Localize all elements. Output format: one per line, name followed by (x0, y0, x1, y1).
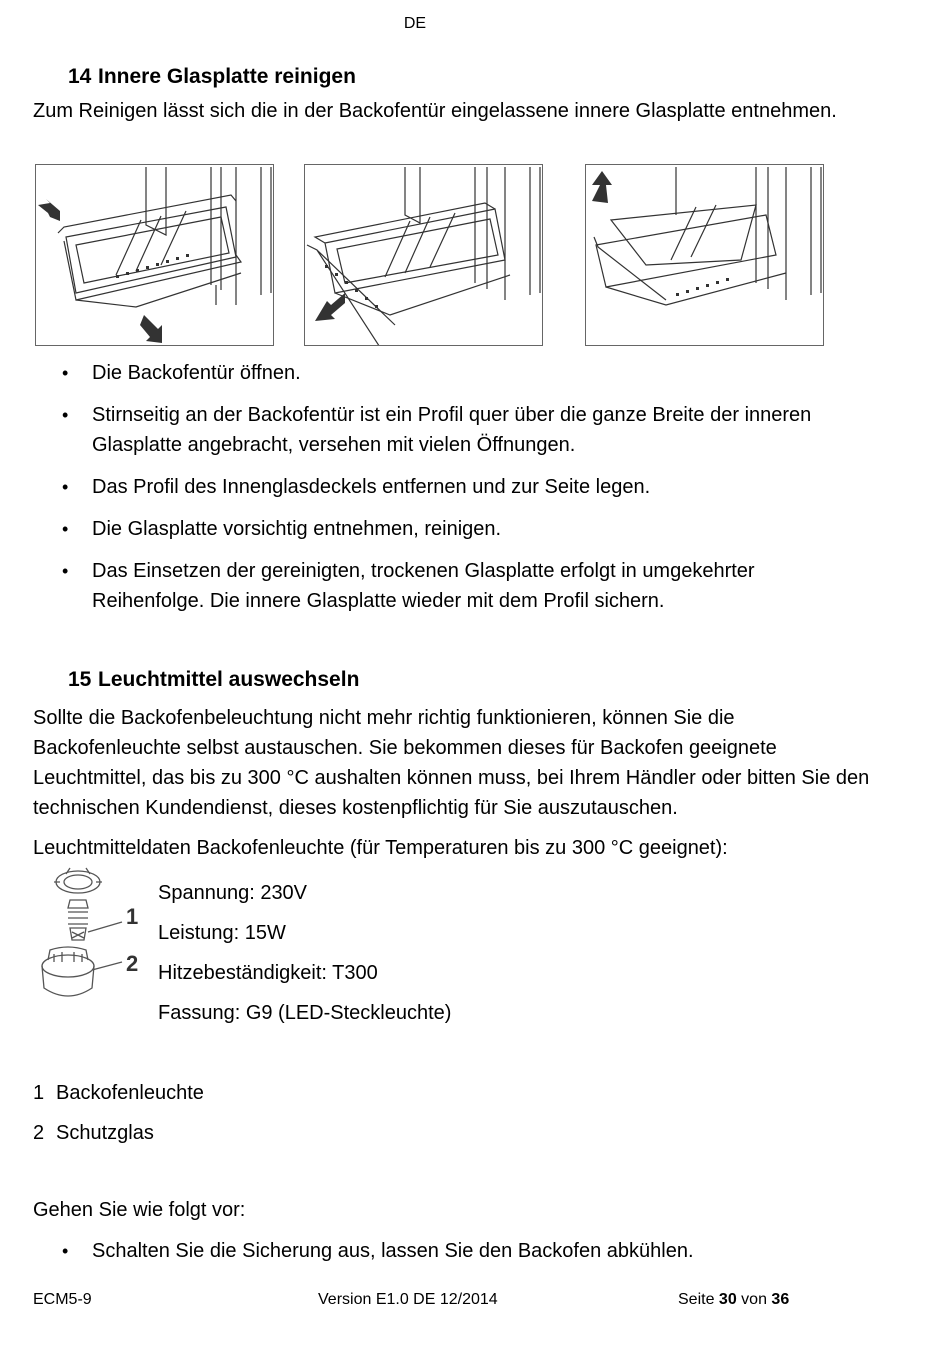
oven-lamp-illustration (30, 866, 150, 1006)
glass-removal-figure-2 (304, 164, 543, 346)
figure-legend (33, 1073, 204, 1153)
list-item: • Das Einsetzen der gereinigten, trockenen Glasplatte erfolgt in umgekehrter Reihenfolge. Die innere Glasplatte wieder mit dem Profil sichern. (32, 556, 872, 616)
steps-heading: Gehen Sie wie folgt vor: (33, 1199, 246, 1221)
lamp-figure (30, 866, 150, 1006)
legend-text: Backofenleuchte (56, 1082, 204, 1104)
section-number: 15 (68, 668, 92, 691)
section-15-heading (68, 668, 359, 692)
page-total: 36 (771, 1291, 790, 1308)
legend-item (33, 1073, 204, 1113)
list-item: • Schalten Sie die Sicherung aus, lassen Sie den Backofen abkühlen. (32, 1236, 872, 1266)
legend-number: 1 (33, 1082, 45, 1104)
language-label: DE (403, 15, 427, 32)
section-title: Innere Glasplatte reinigen (98, 65, 356, 88)
page-prefix: Seite (678, 1291, 715, 1308)
section-15-paragraph: Sollte die Backofenbeleuchtung nicht mehr richtig funktionieren, können Sie die Backofenleuchte selbst austauschen. Sie bekommen dieses für Backofen geeignete Leuchtmittel, das bis zu 300 °C aushalten können muss, bei Ihrem Händler oder bitten Sie den technischen Kundendienst, dieses kostenpflichtig für Sie auszutauschen. (33, 707, 870, 819)
lamp-specs (158, 873, 451, 1033)
list-item: • Die Glasplatte vorsichtig entnehmen, reinigen. (32, 514, 872, 544)
spec-power: Leistung: 15W (158, 922, 286, 944)
section-14-heading (68, 65, 356, 89)
section-number: 14 (68, 65, 92, 88)
footer-page-number (678, 1291, 789, 1309)
oven-door-illustration (586, 165, 823, 345)
page-current: 30 (718, 1291, 737, 1308)
spec-heat-resistance: Hitzebeständigkeit: T300 (158, 962, 378, 984)
section-14-intro: Zum Reinigen lässt sich die in der Backofentür eingelassene innere Glasplatte entnehmen. (33, 100, 837, 122)
list-item: • Die Backofentür öffnen. (32, 358, 872, 388)
footer-model: ECM5-9 (33, 1291, 92, 1308)
footer-version: Version E1.0 DE 12/2014 (318, 1291, 498, 1308)
oven-door-illustration (305, 165, 542, 345)
legend-text: Schutzglas (56, 1122, 154, 1144)
spec-voltage: Spannung: 230V (158, 882, 308, 904)
section-14-steps (32, 358, 872, 628)
section-15-steps (32, 1236, 872, 1278)
page-middle: von (741, 1291, 767, 1308)
list-item: • Das Profil des Innenglasdeckels entfernen und zur Seite legen. (32, 472, 872, 502)
lamp-label-1: 1 (126, 904, 139, 929)
list-item: • Stirnseitig an der Backofentür ist ein Profil quer über die ganze Breite der inneren Glasplatte angebracht, versehen mit vielen Öffnungen. (32, 400, 872, 460)
legend-item (33, 1113, 204, 1153)
oven-door-illustration (36, 165, 273, 345)
spec-socket: Fassung: G9 (LED-Steckleuchte) (158, 1002, 452, 1024)
legend-number: 2 (33, 1122, 45, 1144)
section-title: Leuchtmittel auswechseln (98, 668, 360, 691)
lamp-data-heading: Leuchtmitteldaten Backofenleuchte (für Temperaturen bis zu 300 °C geeignet): (33, 837, 728, 859)
glass-removal-figure-1 (35, 164, 274, 346)
lamp-label-2: 2 (126, 951, 139, 976)
glass-removal-figure-3 (585, 164, 824, 346)
